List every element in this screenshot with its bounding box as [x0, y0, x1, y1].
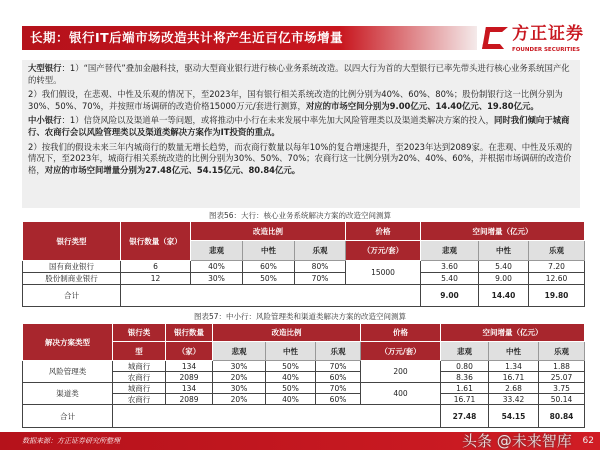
- table-cell: 3.60: [421, 261, 479, 273]
- total-row: [23, 285, 585, 307]
- table-cell: 国有商业银行: [23, 261, 121, 273]
- table-cell: 200: [361, 361, 441, 383]
- data-source: 数据来源：方正证券研究所整理: [22, 437, 120, 445]
- table-cell: 2089: [166, 394, 213, 405]
- table-cell: 16.71: [441, 394, 489, 405]
- table-row: [23, 383, 585, 394]
- header-bank-type: 银行类型: [23, 222, 121, 261]
- table-cell: 3.75: [539, 383, 585, 394]
- table-row: [23, 273, 585, 285]
- header-pessimistic: 悲观: [441, 342, 489, 361]
- header-optimistic: 乐观: [316, 342, 361, 361]
- table-cell: [121, 285, 421, 307]
- table-cell: 14.40: [479, 285, 529, 307]
- table-cell: 60%: [243, 261, 295, 273]
- table-cell: 城商行: [113, 383, 166, 394]
- table-cell: 合计: [23, 405, 113, 428]
- table-cell: 6: [121, 261, 191, 273]
- table-cell: 400: [361, 383, 441, 405]
- table-cell: 70%: [295, 273, 346, 285]
- header-count: 银行数量: [166, 324, 213, 342]
- table-cell: 50%: [266, 361, 316, 372]
- page-title: 长期：银行IT后端市场改造共计将产生近百亿市场增量: [22, 26, 477, 50]
- table-cell: 7.20: [529, 261, 585, 273]
- table-cell: 16.71: [489, 372, 539, 383]
- header-optimistic: 乐观: [529, 241, 585, 261]
- table-cell: 80.84: [539, 405, 585, 428]
- paragraph-small-2: 2）按我们的假设未来三年内城商行的数量无增长趋势，而农商行数量以每年10%的复合增速提升，至2023年达到2089家。在悲观、中性及乐观的情况下，至2023年，城商行相关系统改造的比例分别为30%、50%、70%；农商行这一比例分别为20%、40%、60%，并根据市场调研的改造价格，对应的市场空间增量分别为27.48亿元、54.15亿元、80.84亿元。: [28, 141, 572, 175]
- header-price: 价格: [346, 222, 421, 241]
- table-cell: 12.60: [529, 273, 585, 285]
- header-price: 价格: [361, 324, 441, 342]
- table-cell: 33.42: [489, 394, 539, 405]
- table-cell: 0.80: [441, 361, 489, 372]
- header-neutral: 中性: [243, 241, 295, 261]
- table-cell: 134: [166, 361, 213, 372]
- header-ratio: 改造比例: [213, 324, 361, 342]
- header-pessimistic: 悲观: [191, 241, 243, 261]
- table-cell: 20%: [213, 372, 266, 383]
- table-cell: 1.34: [489, 361, 539, 372]
- table-small-banks: [22, 323, 585, 428]
- paragraph-small-1: 中小银行：1）信贷风险以及渠道单一等问题，或将推动中小行在未来发展中率先加大风险管理类以及渠道类解决方案的投入，同时我们倾向于城商行、农商行会以风险管理类以及渠道类解决方案作为IT投资的重点。: [28, 115, 570, 137]
- header-optimistic: 乐观: [295, 241, 346, 261]
- header-pessimistic: 悲观: [421, 241, 479, 261]
- logo-mark-icon: [482, 27, 508, 49]
- logo-text-cn: 方正证券: [512, 24, 584, 44]
- table2-caption: 图表57：中小行：风险管理类和渠道类解决方案的改造空间测算: [193, 312, 407, 321]
- table-cell: 50%: [266, 383, 316, 394]
- table-cell: 30%: [191, 273, 243, 285]
- table-cell: 70%: [316, 383, 361, 394]
- header-neutral: 中性: [479, 241, 529, 261]
- table-cell: 70%: [316, 361, 361, 372]
- table-cell: 40%: [191, 261, 243, 273]
- table-row: [23, 261, 585, 273]
- page-number: 62: [582, 436, 594, 446]
- table-cell: 60%: [316, 394, 361, 405]
- table-cell: 1.88: [539, 361, 585, 372]
- table-cell: 2.68: [489, 383, 539, 394]
- table-cell: 80%: [295, 261, 346, 273]
- header-optimistic: 乐观: [539, 342, 585, 361]
- header-count-unit: （家）: [166, 342, 213, 361]
- table-cell: 54.15: [489, 405, 539, 428]
- table-cell: 50.14: [539, 394, 585, 405]
- paragraph-large-1: 大型银行：1）“国产替代”叠加金融科技，驱动大型商业银行进行核心业务系统改造。以四大行为首的大型银行已率先带头进行核心业务系统国产化的转型。: [28, 63, 570, 85]
- header-neutral: 中性: [489, 342, 539, 361]
- logo-text-en: FOUNDER SECURITIES: [512, 47, 580, 53]
- founder-securities-logo: [484, 24, 584, 58]
- watermark: 头条 @未来智库: [462, 432, 572, 450]
- summary-box: [22, 60, 580, 208]
- table-cell: 134: [166, 383, 213, 394]
- table-cell: 20%: [213, 394, 266, 405]
- header-pessimistic: 悲观: [213, 342, 266, 361]
- table-cell: 8.36: [441, 372, 489, 383]
- table-cell: 农商行: [113, 394, 166, 405]
- header-count: 银行数量（家）: [121, 222, 191, 261]
- table-cell: 50%: [243, 273, 295, 285]
- table-cell: 30%: [213, 361, 266, 372]
- table-cell: 40%: [266, 394, 316, 405]
- table-cell: 9.00: [479, 273, 529, 285]
- table-cell: 5.40: [479, 261, 529, 273]
- table-cell: 25.07: [539, 372, 585, 383]
- table-cell: 9.00: [421, 285, 479, 307]
- table-cell: [113, 405, 441, 428]
- header-ratio: 改造比例: [191, 222, 346, 241]
- total-row: [23, 405, 585, 428]
- table-cell: 城商行: [113, 361, 166, 372]
- paragraph-large-2: 2）我们假设，在悲观、中性及乐观的情况下，至2023年，国有银行相关系统改造的比例分别为40%、60%、80%；股份制银行这一比例分别为30%、50%、70%，并按照市场调研的改造价格15000万元/套进行测算，对应的市场空间分别为9.00亿元、14.40亿元、19.80亿元。: [28, 89, 563, 111]
- table-large-banks: [22, 221, 585, 307]
- header-price-unit: （万元/套）: [346, 241, 421, 261]
- header-neutral: 中性: [266, 342, 316, 361]
- table-cell: 风险管理类: [23, 361, 113, 383]
- table-cell: 渠道类: [23, 383, 113, 405]
- table1-caption: 图表56：大行：核心业务系统解决方案的改造空间测算: [208, 211, 392, 220]
- table-cell: 60%: [316, 372, 361, 383]
- table-cell: 12: [121, 273, 191, 285]
- table-cell: 合计: [23, 285, 121, 307]
- header-space: 空间增量（亿元）: [441, 324, 585, 342]
- header-space: 空间增量（亿元）: [421, 222, 585, 241]
- header-solution-type: 解决方案类型: [23, 324, 113, 361]
- header-bank-type: 银行类: [113, 324, 166, 342]
- header-price-unit: （万元/套）: [361, 342, 441, 361]
- table-cell: 40%: [266, 372, 316, 383]
- price-cell: 15000: [346, 261, 421, 285]
- table-cell: 农商行: [113, 372, 166, 383]
- table-cell: 2089: [166, 372, 213, 383]
- table-cell: 股份制商业银行: [23, 273, 121, 285]
- table-cell: 5.40: [421, 273, 479, 285]
- header-bank-type-2: 型: [113, 342, 166, 361]
- table-cell: 27.48: [441, 405, 489, 428]
- table-cell: 1.61: [441, 383, 489, 394]
- table-cell: 19.80: [529, 285, 585, 307]
- table-row: [23, 361, 585, 372]
- table-cell: 30%: [213, 383, 266, 394]
